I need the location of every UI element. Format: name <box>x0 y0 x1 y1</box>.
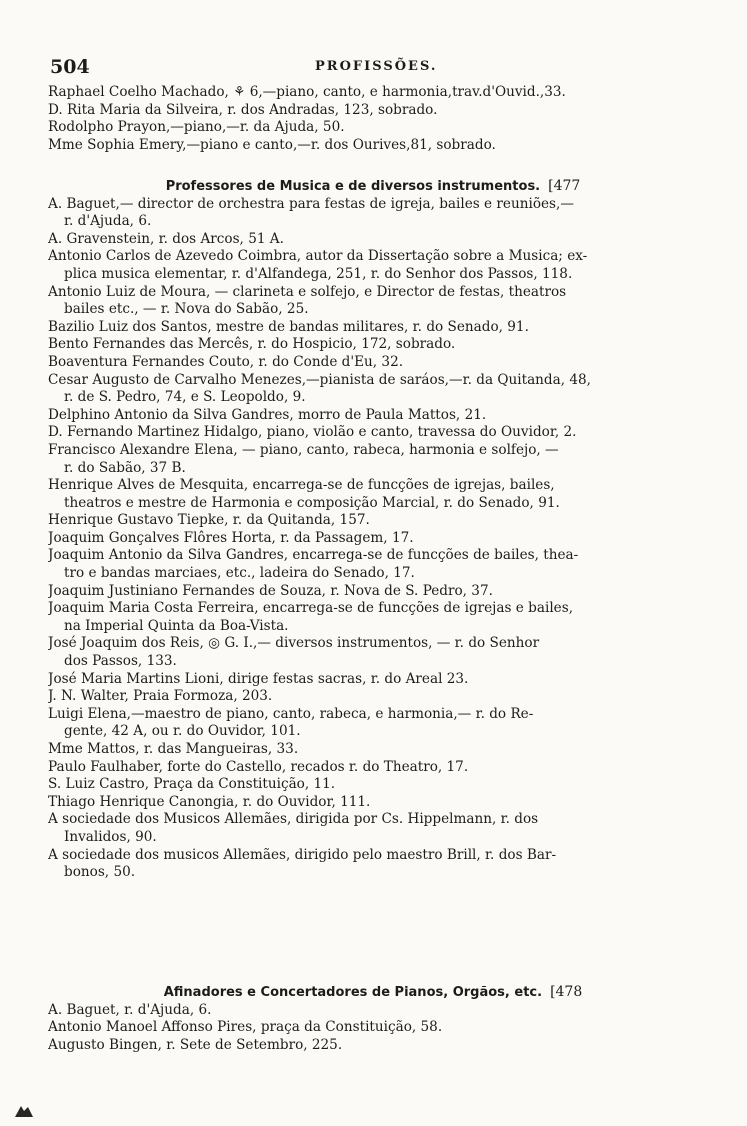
section-title: Professores de Musica e de diversos instrumentos. <box>165 179 541 194</box>
section-piano-tuners <box>48 984 698 1054</box>
page-number: 504 <box>50 56 90 78</box>
entry-line: Rodolpho Prayon,—piano,—r. da Ajuda, 50. <box>48 119 345 136</box>
section-heading <box>48 178 698 196</box>
entry-line: Bento Fernandes das Mercês, r. do Hospicio, 172, sobrado. <box>48 336 456 353</box>
entry-line: Francisco Alexandre Elena, — piano, canto, rabeca, harmonia e solfejo, — <box>48 441 559 458</box>
entry-line: Mme Mattos, r. das Mangueiras, 33. <box>48 741 299 757</box>
entry-line: r. do Sabão, 37 B. <box>64 459 186 476</box>
entry-line: A sociedade dos Musicos Allemães, dirigida por Cs. Hippelmann, r. dos <box>48 811 539 828</box>
entry-line: bailes etc., — r. Nova do Sabão, 25. <box>64 301 309 318</box>
entry-line: José Maria Martins Lioni, dirige festas sacras, r. do Areal 23. <box>48 670 469 687</box>
entry-line: r. de S. Pedro, 74, e S. Leopoldo, 9. <box>64 389 306 406</box>
page-header <box>50 56 690 80</box>
entry-line: Invalidos, 90. <box>64 828 157 845</box>
corner-ornament-icon <box>14 1104 34 1118</box>
entry-line: r. d'Ajuda, 6. <box>64 213 152 230</box>
running-title: PROFISSÕES. <box>315 59 438 74</box>
entry-line: theatros e mestre de Harmonia e composição Marcial, r. do Senado, 91. <box>64 494 560 511</box>
entry-line: dos Passos, 133. <box>64 653 177 670</box>
section-ref: [477 <box>548 178 581 194</box>
entry-line: José Joaquim dos Reis, ◎ G. I.,— diversos instrumentos, — r. do Senhor <box>48 635 540 652</box>
section-music-teachers <box>48 178 698 882</box>
entry-line: Boaventura Fernandes Couto, r. do Conde d'Eu, 32. <box>48 353 404 370</box>
entry-line: gente, 42 A, ou r. do Ouvidor, 101. <box>64 723 301 740</box>
entry-line: Thiago Henrique Canongia, r. do Ouvidor, 111. <box>48 793 371 810</box>
entry-line: Cesar Augusto de Carvalho Menezes,—pianista de saráos,—r. da Quitanda, 48, <box>48 371 591 388</box>
entry-line: A sociedade dos musicos Allemães, dirigido pelo maestro Brill, r. dos Bar- <box>48 846 557 863</box>
entry-line: A. Baguet,— director de orchestra para festas de igreja, bailes e reuniões,— <box>48 195 574 212</box>
entry-line: D. Rita Maria da Silveira, r. dos Andradas, 123, sobrado. <box>48 101 438 118</box>
entry-line: A. Gravenstein, r. dos Arcos, 51 A. <box>48 230 284 247</box>
entry-line: Raphael Coelho Machado, ⚘ 6,—piano, canto, e harmonia,trav.d'Ouvid.,33. <box>48 84 566 100</box>
entry-line: J. N. Walter, Praia Formoza, 203. <box>48 688 273 705</box>
entry-line: Joaquim Justiniano Fernandes de Souza, r. Nova de S. Pedro, 37. <box>48 582 493 599</box>
entry-line: plica musica elementar, r. d'Alfandega, 251, r. do Senhor dos Passos, 118. <box>64 265 573 282</box>
entry-line: na Imperial Quinta da Boa-Vista. <box>64 617 289 634</box>
entry-line: Bazilio Luiz dos Santos, mestre de bandas militares, r. do Senado, 91. <box>48 318 529 335</box>
entry-line: Augusto Bingen, r. Sete de Setembro, 225. <box>48 1036 343 1053</box>
entry-line: Henrique Alves de Mesquita, encarrega-se de funcções de igrejas, bailes, <box>48 477 555 494</box>
entry-line: Antonio Luiz de Moura, — clarineta e solfejo, e Director de festas, theatros <box>48 283 567 300</box>
entry-line: tro e bandas marciaes, etc., ladeira do Senado, 17. <box>64 565 415 582</box>
entry-line: D. Fernando Martinez Hidalgo, piano, violão e canto, travessa do Ouvidor, 2. <box>48 424 577 441</box>
entry-line: Paulo Faulhaber, forte do Castello, recados r. do Theatro, 17. <box>48 758 469 775</box>
entry-line: Antonio Carlos de Azevedo Coimbra, autor da Dissertação sobre a Musica; ex- <box>48 248 588 265</box>
entry-line: S. Luiz Castro, Praça da Constituição, 11. <box>48 776 336 793</box>
entry-line: Delphino Antonio da Silva Gandres, morro de Paula Mattos, 21. <box>48 406 487 423</box>
section-ref: [478 <box>550 984 583 1000</box>
entry-line: Henrique Gustavo Tiepke, r. da Quitanda, 157. <box>48 512 370 529</box>
entry-line: bonos, 50. <box>64 864 136 881</box>
section-title: Afinadores e Concertadores de Pianos, Orgãos, etc. <box>163 985 543 1000</box>
entry-line: Luigi Elena,—maestro de piano, canto, rabeca, e harmonia,— r. do Re- <box>48 705 534 722</box>
entry-line: Joaquim Antonio da Silva Gandres, encarrega-se de funcções de bailes, thea- <box>48 547 579 564</box>
section-heading <box>48 984 698 1002</box>
entry-line: Antonio Manoel Affonso Pires, praça da Constituição, 58. <box>48 1019 443 1036</box>
continued-entries <box>48 84 698 154</box>
entry-line: A. Baguet, r. d'Ajuda, 6. <box>48 1001 212 1018</box>
entry-line: Joaquim Gonçalves Flôres Horta, r. da Passagem, 17. <box>48 529 414 546</box>
entry-line: Mme Sophia Emery,—piano e canto,—r. dos Ourives,81, sobrado. <box>48 136 496 153</box>
entry-line: Joaquim Maria Costa Ferreira, encarrega-se de funcções de igrejas e bailes, <box>48 600 574 617</box>
